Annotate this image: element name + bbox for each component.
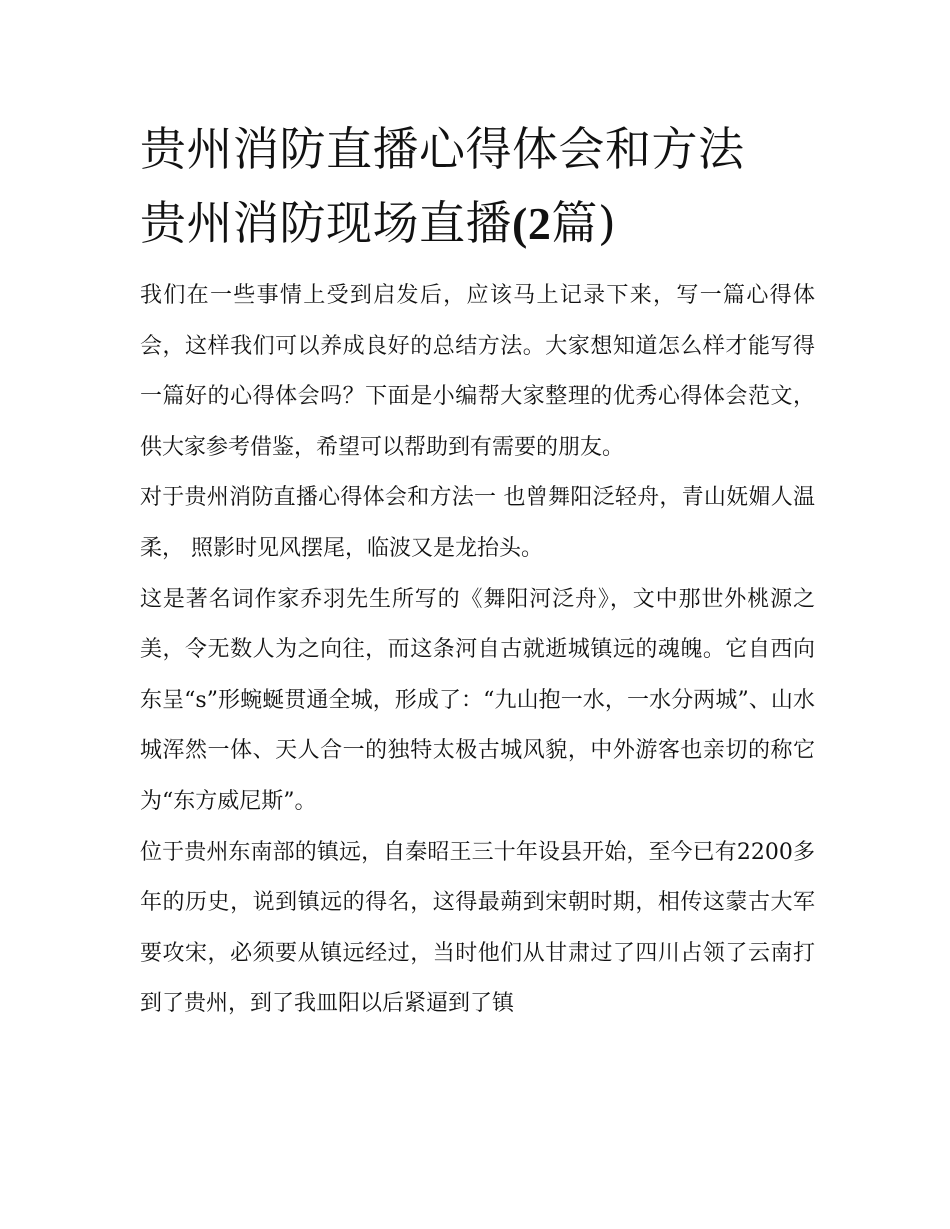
- document-body: [140, 271, 815, 1030]
- title-line-1: 贵州消防直播心得体会和方法: [140, 122, 745, 176]
- paragraph-history: 位于贵州东南部的镇远，自秦昭王三十年设县开始，至今已有2200多年的历史，说到镇远的得名，这得最蒴到宋朝时期，相传这蒙古大军要攻宋，必须要从镇远经过，当时他们从甘肃过了四川占领了云南打到了贵州，到了我皿阳以后紧逼到了镇: [140, 839, 815, 1017]
- title-line-2-text: 贵州消防现场直播: [140, 196, 512, 250]
- document-page: [140, 112, 815, 1030]
- title-line-2: [140, 196, 616, 250]
- paragraph-poem: 对于贵州消防直播心得体会和方法一 也曾舞阳泛轻舟，青山妩媚人温柔， 照影时见风摆尾，临波又是龙抬头。: [140, 485, 815, 561]
- title-line-2-end: 篇): [551, 196, 617, 250]
- title-line-2-count: (2: [512, 198, 552, 249]
- document-title: [140, 112, 815, 261]
- paragraph-intro: 我们在一些事情上受到启发后，应该马上记录下来，写一篇心得体会，这样我们可以养成良好的总结方法。大家想知道怎么样才能写得一篇好的心得体会吗？下面是小编帮大家整理的优秀心得体会范文，供大家参考借鉴，希望可以帮助到有需要的朋友。: [140, 283, 815, 460]
- paragraph-quote-explanation: 这是著名词作家乔羽先生所写的《舞阳河泛舟》，文中那世外桃源之美，令无数人为之向往，而这条河自古就逝城镇远的魂魄。它自西向东呈“s”形蜿蜒贯通全城，形成了：“九山抱一水，一水分两城”、山水城浑然一体、天人合一的独特太极古城风貌，中外游客也亲切的称它为“东方威尼斯”。: [140, 586, 815, 814]
